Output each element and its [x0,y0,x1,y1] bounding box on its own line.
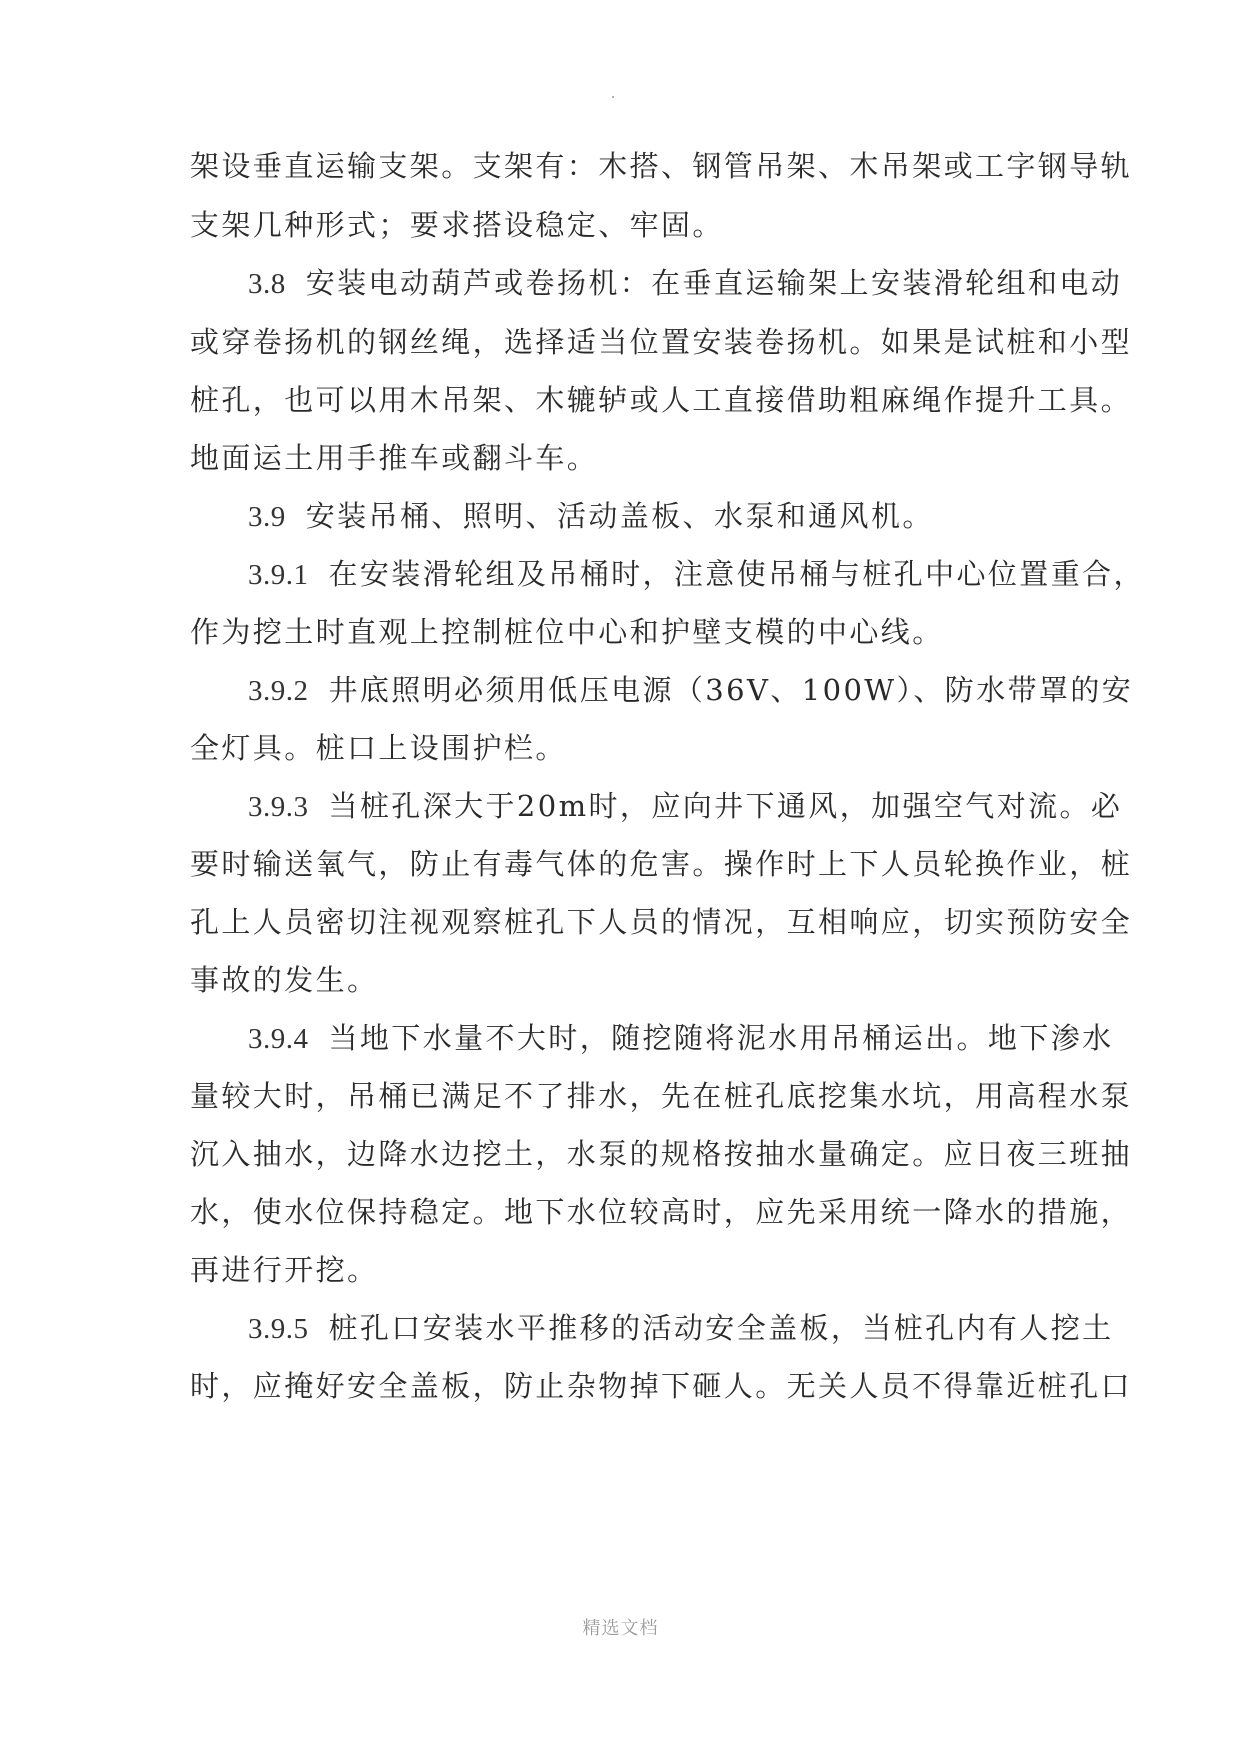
body-line: 孔上人员密切注视观察桩孔下人员的情况，互相响应，切实预防安全 [190,905,1133,939]
body-line: 或穿卷扬机的钢丝绳，选择适当位置安装卷扬机。如果是试桩和小型 [190,325,1133,359]
body-line: 支架几种形式；要求搭设稳定、牢固。 [190,208,724,242]
section-number: 3.9.3 [248,791,309,823]
section-number: 3.9.2 [248,675,309,707]
page-footer: 精选文档 [582,1618,659,1639]
section-number: 3.9.4 [248,1023,309,1055]
body-line: 事故的发生。 [190,963,379,997]
section-number: 3.8 [248,268,286,300]
section-3-9-line: 3.9 安装吊桶、照明、活动盖板、水泵和通风机。 [248,496,934,537]
body-line: 作为挖土时直观上控制桩位中心和护壁支模的中心线。 [190,615,944,649]
body-line: 要时输送氧气，防止有毒气体的危害。操作时上下人员轮换作业，桩 [190,847,1133,881]
section-3-8-line: 3.8 安装电动葫芦或卷扬机：在垂直运输架上安装滑轮组和电动 [248,263,1122,304]
section-3-9-1-line: 3.9.1 在安装滑轮组及吊桶时，注意使吊桶与桩孔中心位置重合， [248,554,1145,595]
header-mark [612,96,614,98]
section-number: 3.9 [248,501,286,533]
body-line: 水，使水位保持稳定。地下水位较高时，应先采用统一降水的措施， [190,1195,1133,1229]
section-3-9-4-line: 3.9.4 当地下水量不大时，随挖随将泥水用吊桶运出。地下渗水 [248,1018,1114,1059]
section-3-9-3-line: 3.9.3 当桩孔深大于20m时，应向井下通风，加强空气对流。必 [248,786,1122,827]
body-line: 量较大时，吊桶已满足不了排水，先在桩孔底挖集水坑，用高程水泵 [190,1079,1133,1113]
section-number: 3.9.5 [248,1313,309,1345]
body-line: 桩孔，也可以用木吊架、木辘轳或人工直接借助粗麻绳作提升工具。 [190,383,1133,417]
section-3-9-2-line: 3.9.2 井底照明必须用低压电源（36V、100W）、防水带罩的安 [248,670,1133,711]
body-line: 地面运土用手推车或翻斗车。 [190,441,599,475]
body-line: 全灯具。桩口上设围护栏。 [190,731,567,765]
body-line: 再进行开挖。 [190,1253,379,1287]
section-number: 3.9.1 [248,559,309,591]
body-line: 架设垂直运输支架。支架有：木搭、钢管吊架、木吊架或工字钢导轨 [190,149,1133,183]
body-line: 沉入抽水，边降水边挖土，水泵的规格按抽水量确定。应日夜三班抽 [190,1137,1133,1171]
body-line: 时，应掩好安全盖板，防止杂物掉下砸人。无关人员不得靠近桩孔口 [190,1369,1133,1403]
section-3-9-5-line: 3.9.5 桩孔口安装水平推移的活动安全盖板，当桩孔内有人挖土 [248,1308,1114,1349]
